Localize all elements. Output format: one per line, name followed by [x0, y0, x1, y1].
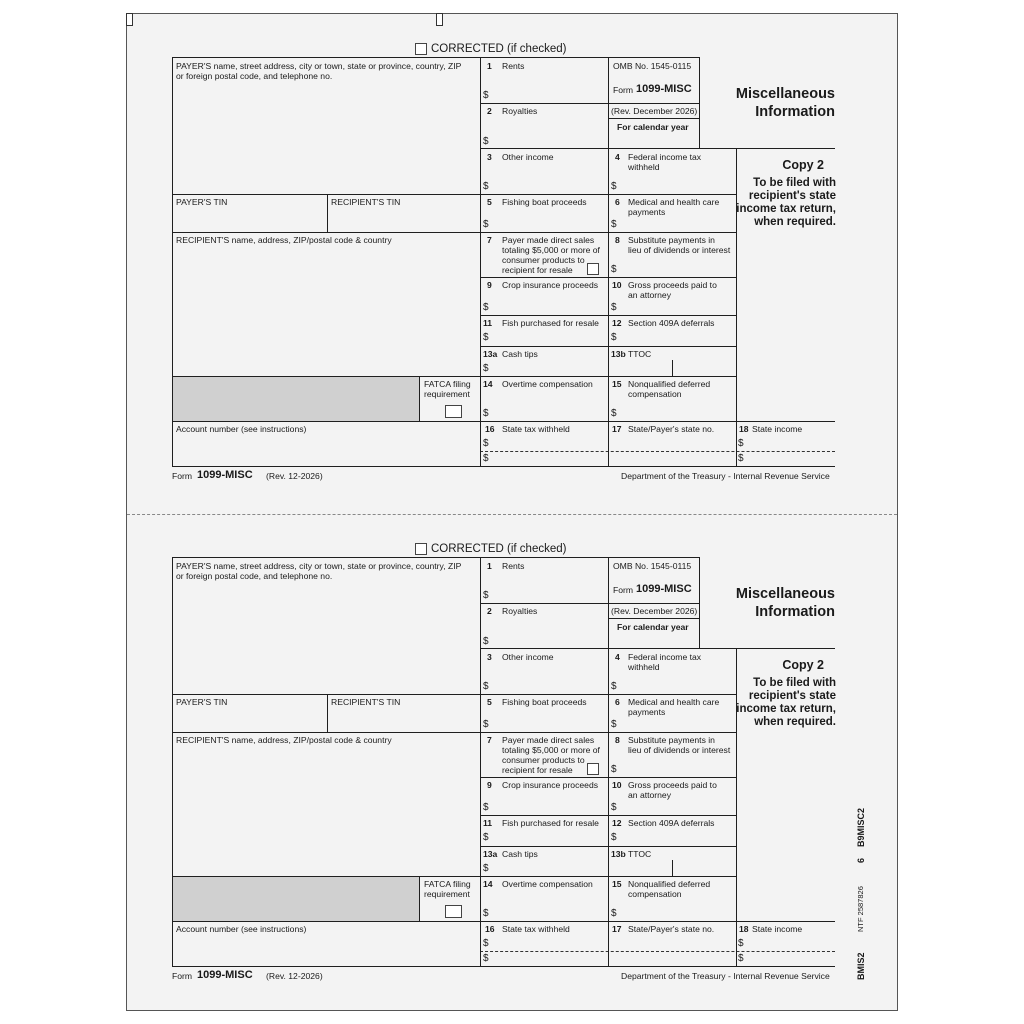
- copy-line-1: To be filed with: [753, 177, 836, 189]
- box-14-dollar: $: [483, 908, 489, 919]
- box-1-number: 1: [487, 61, 492, 71]
- recipient-tin-label: RECIPIENT'S TIN: [331, 197, 401, 207]
- title-line-2: Information: [755, 104, 835, 120]
- box-7-checkbox[interactable]: [587, 763, 599, 775]
- side-code-4: BMIS2: [856, 952, 866, 980]
- box-6-label-2: payments: [628, 707, 666, 717]
- box-5-label: Fishing boat proceeds: [502, 697, 587, 707]
- copy-label: Copy 2: [782, 658, 824, 672]
- box-16-dollar-2: $: [483, 953, 489, 964]
- box-13a-number: 13a: [483, 349, 498, 359]
- box-3-number: 3: [487, 652, 492, 662]
- box-13b-number: 13b: [611, 349, 626, 359]
- box-14-dollar: $: [483, 408, 489, 419]
- box-6-number: 6: [615, 697, 620, 707]
- box-16-label: State tax withheld: [502, 924, 570, 934]
- box-15-label-2: compensation: [628, 889, 682, 899]
- omb-number: OMB No. 1545-0115: [613, 561, 692, 571]
- box-11-number: 11: [483, 818, 493, 828]
- box-15-dollar: $: [611, 408, 617, 419]
- box-18-label: State income: [752, 424, 803, 434]
- box-6-label-2: payments: [628, 207, 666, 217]
- box-10-label: Gross proceeds paid to: [628, 780, 717, 790]
- box-14-number: 14: [483, 379, 493, 389]
- box-3-number: 3: [487, 152, 492, 162]
- box-14-label: Overtime compensation: [502, 879, 593, 889]
- box-11-label: Fish purchased for resale: [502, 818, 599, 828]
- box-9-dollar: $: [483, 302, 489, 313]
- copy-instructions: [726, 677, 836, 729]
- box-4-label-2: withheld: [628, 662, 660, 672]
- department-label: Department of the Treasury - Internal Revenue Service: [621, 971, 830, 981]
- shaded-area: [173, 377, 419, 421]
- box-11-dollar: $: [483, 832, 489, 843]
- box-2-label: Royalties: [502, 606, 538, 616]
- box-9-number: 9: [487, 780, 492, 790]
- form-name-top: 1099-MISC: [636, 83, 692, 95]
- box-10-label-2: an attorney: [628, 790, 671, 800]
- box-14-label: Overtime compensation: [502, 379, 593, 389]
- calendar-year-label: For calendar year: [617, 122, 689, 132]
- box-13b-label: TTOC: [628, 849, 652, 859]
- box-3-label: Other income: [502, 652, 554, 662]
- box-7-label-4: recipient for resale: [502, 765, 573, 775]
- footer-form-name: 1099-MISC: [197, 969, 253, 981]
- box-18-dollar-1: $: [738, 938, 744, 949]
- box-18-number: 18: [739, 424, 749, 434]
- box-8-label-2: lieu of dividends or interest: [628, 745, 731, 755]
- box-5-label: Fishing boat proceeds: [502, 197, 587, 207]
- copy-line-4: when required.: [754, 716, 836, 728]
- box-4-number: 4: [615, 652, 620, 662]
- box-5-dollar: $: [483, 719, 489, 730]
- revision-date: (Rev. December 2026): [611, 606, 698, 616]
- box-11-label: Fish purchased for resale: [502, 318, 599, 328]
- footer-form-word: Form: [172, 471, 193, 481]
- box-8-dollar: $: [611, 264, 617, 275]
- box-10-number: 10: [612, 280, 622, 290]
- box-17-label: State/Payer's state no.: [628, 424, 715, 434]
- box-13a-dollar: $: [483, 863, 489, 874]
- department-label: Department of the Treasury - Internal Revenue Service: [621, 471, 830, 481]
- box-15-dollar: $: [611, 908, 617, 919]
- fatca-label: FATCA filing: [424, 379, 471, 389]
- fatca-label: FATCA filing: [424, 879, 471, 889]
- box-12-number: 12: [612, 318, 622, 328]
- box-2-label: Royalties: [502, 106, 538, 116]
- payer-name-label-2: or foreign postal code, and telephone no.: [176, 71, 333, 81]
- box-10-number: 10: [612, 780, 622, 790]
- form-1099-misc-upper: [0, 0, 1024, 500]
- revision-date: (Rev. December 2026): [611, 106, 698, 116]
- box-5-dollar: $: [483, 219, 489, 230]
- copy-label: Copy 2: [782, 158, 824, 172]
- fatca-checkbox[interactable]: [445, 905, 462, 918]
- box-2-number: 2: [487, 106, 492, 116]
- box-16-number: 16: [485, 424, 495, 434]
- box-8-label: Substitute payments in: [628, 235, 715, 245]
- box-6-dollar: $: [611, 219, 617, 230]
- shaded-area: [173, 877, 419, 921]
- recipient-name-label: RECIPIENT'S name, address, ZIP/postal code & country: [176, 735, 392, 745]
- copy-line-1: To be filed with: [753, 677, 836, 689]
- account-number-label: Account number (see instructions): [176, 424, 307, 434]
- form-1099-misc-lower: [0, 500, 1024, 1000]
- side-code-1: B9MISC2: [856, 807, 866, 847]
- box-13b-label: TTOC: [628, 349, 652, 359]
- corrected-label: CORRECTED (if checked): [431, 543, 567, 555]
- footer-revision: (Rev. 12-2026): [266, 471, 323, 481]
- box-6-dollar: $: [611, 719, 617, 730]
- box-7-number: 7: [487, 735, 492, 745]
- omb-number: OMB No. 1545-0115: [613, 61, 692, 71]
- box-7-label-1: Payer made direct sales: [502, 235, 595, 245]
- payer-name-label: PAYER'S name, street address, city or town, state or province, country, ZIP: [176, 561, 462, 571]
- box-18-number: 18: [739, 924, 749, 934]
- fatca-checkbox[interactable]: [445, 405, 462, 418]
- box-2-number: 2: [487, 606, 492, 616]
- payer-tin-label: PAYER'S TIN: [176, 197, 228, 207]
- box-4-number: 4: [615, 152, 620, 162]
- box-16-dollar-2: $: [483, 453, 489, 464]
- box-7-number: 7: [487, 235, 492, 245]
- box-17-number: 17: [612, 424, 622, 434]
- box-9-label: Crop insurance proceeds: [502, 780, 599, 790]
- form-word: Form: [613, 85, 634, 95]
- box-15-number: 15: [612, 879, 622, 889]
- box-16-label: State tax withheld: [502, 424, 570, 434]
- box-15-number: 15: [612, 379, 622, 389]
- box-8-label: Substitute payments in: [628, 735, 715, 745]
- form-title: [700, 585, 835, 621]
- title-line-2: Information: [755, 604, 835, 620]
- box-12-dollar: $: [611, 332, 617, 343]
- footer-revision: (Rev. 12-2026): [266, 971, 323, 981]
- box-15-label: Nonqualified deferred: [628, 379, 711, 389]
- box-13a-number: 13a: [483, 849, 498, 859]
- box-13a-label: Cash tips: [502, 849, 538, 859]
- payer-name-label: PAYER'S name, street address, city or town, state or province, country, ZIP: [176, 61, 462, 71]
- box-6-label: Medical and health care: [628, 197, 720, 207]
- box-17-number: 17: [612, 924, 622, 934]
- box-1-label: Rents: [502, 61, 525, 71]
- box-9-number: 9: [487, 280, 492, 290]
- form-title: [700, 85, 835, 121]
- copy-line-3: income tax return,: [736, 203, 836, 215]
- box-3-dollar: $: [483, 181, 489, 192]
- box-7-checkbox[interactable]: [587, 263, 599, 275]
- box-4-label-2: withheld: [628, 162, 660, 172]
- box-14-number: 14: [483, 879, 493, 889]
- recipient-tin-label: RECIPIENT'S TIN: [331, 697, 401, 707]
- copy-line-4: when required.: [754, 216, 836, 228]
- box-4-label: Federal income tax: [628, 152, 702, 162]
- box-5-number: 5: [487, 697, 492, 707]
- fatca-label-2: requirement: [424, 389, 470, 399]
- box-1-number: 1: [487, 561, 492, 571]
- box-1-label: Rents: [502, 561, 525, 571]
- box-15-label-2: compensation: [628, 389, 682, 399]
- box-12-label: Section 409A deferrals: [628, 818, 715, 828]
- box-10-label: Gross proceeds paid to: [628, 280, 717, 290]
- box-10-dollar: $: [611, 802, 617, 813]
- box-10-dollar: $: [611, 302, 617, 313]
- form-word: Form: [613, 585, 634, 595]
- box-8-label-2: lieu of dividends or interest: [628, 245, 731, 255]
- corrected-label: CORRECTED (if checked): [431, 43, 567, 55]
- box-13a-dollar: $: [483, 363, 489, 374]
- box-7-label-3: consumer products to: [502, 255, 585, 265]
- fatca-label-2: requirement: [424, 889, 470, 899]
- box-3-label: Other income: [502, 152, 554, 162]
- title-line-1: Miscellaneous: [735, 586, 835, 602]
- box-13b-number: 13b: [611, 849, 626, 859]
- box-12-label: Section 409A deferrals: [628, 318, 715, 328]
- box-6-number: 6: [615, 197, 620, 207]
- box-7-label-3: consumer products to: [502, 755, 585, 765]
- recipient-name-label: RECIPIENT'S name, address, ZIP/postal code & country: [176, 235, 392, 245]
- box-7-label-4: recipient for resale: [502, 265, 573, 275]
- box-8-number: 8: [615, 735, 620, 745]
- copy-instructions: [726, 177, 836, 229]
- box-13a-label: Cash tips: [502, 349, 538, 359]
- box-4-label: Federal income tax: [628, 652, 702, 662]
- box-9-label: Crop insurance proceeds: [502, 280, 599, 290]
- box-3-dollar: $: [483, 681, 489, 692]
- box-4-dollar: $: [611, 181, 617, 192]
- copy-line-3: income tax return,: [736, 703, 836, 715]
- box-7-label-2: totaling $5,000 or more of: [502, 245, 600, 255]
- side-code-2: 6: [856, 857, 866, 863]
- box-16-number: 16: [485, 924, 495, 934]
- corrected-checkbox[interactable]: [415, 543, 427, 555]
- box-16-dollar-1: $: [483, 938, 489, 949]
- box-1-dollar: $: [483, 590, 489, 601]
- box-18-label: State income: [752, 924, 803, 934]
- payer-tin-label: PAYER'S TIN: [176, 697, 228, 707]
- account-number-label: Account number (see instructions): [176, 924, 307, 934]
- footer-form-word: Form: [172, 971, 193, 981]
- box-18-dollar-1: $: [738, 438, 744, 449]
- calendar-year-label: For calendar year: [617, 622, 689, 632]
- box-17-label: State/Payer's state no.: [628, 924, 715, 934]
- box-15-label: Nonqualified deferred: [628, 879, 711, 889]
- copy-line-2: recipient's state: [748, 190, 836, 202]
- box-2-dollar: $: [483, 636, 489, 647]
- box-10-label-2: an attorney: [628, 290, 671, 300]
- box-4-dollar: $: [611, 681, 617, 692]
- box-18-dollar-2: $: [738, 453, 744, 464]
- box-8-number: 8: [615, 235, 620, 245]
- payer-name-label-2: or foreign postal code, and telephone no.: [176, 571, 333, 581]
- title-line-1: Miscellaneous: [735, 86, 835, 102]
- box-1-dollar: $: [483, 90, 489, 101]
- box-7-label-1: Payer made direct sales: [502, 735, 595, 745]
- box-6-label: Medical and health care: [628, 697, 720, 707]
- box-11-number: 11: [483, 318, 493, 328]
- box-2-dollar: $: [483, 136, 489, 147]
- corrected-checkbox[interactable]: [415, 43, 427, 55]
- form-name-top: 1099-MISC: [636, 583, 692, 595]
- box-16-dollar-1: $: [483, 438, 489, 449]
- copy-line-2: recipient's state: [748, 690, 836, 702]
- box-12-dollar: $: [611, 832, 617, 843]
- box-5-number: 5: [487, 197, 492, 207]
- side-code-3: NTF 2587826: [856, 886, 865, 932]
- box-11-dollar: $: [483, 332, 489, 343]
- box-9-dollar: $: [483, 802, 489, 813]
- box-8-dollar: $: [611, 764, 617, 775]
- box-12-number: 12: [612, 818, 622, 828]
- box-18-dollar-2: $: [738, 953, 744, 964]
- box-7-label-2: totaling $5,000 or more of: [502, 745, 600, 755]
- footer-form-name: 1099-MISC: [197, 469, 253, 481]
